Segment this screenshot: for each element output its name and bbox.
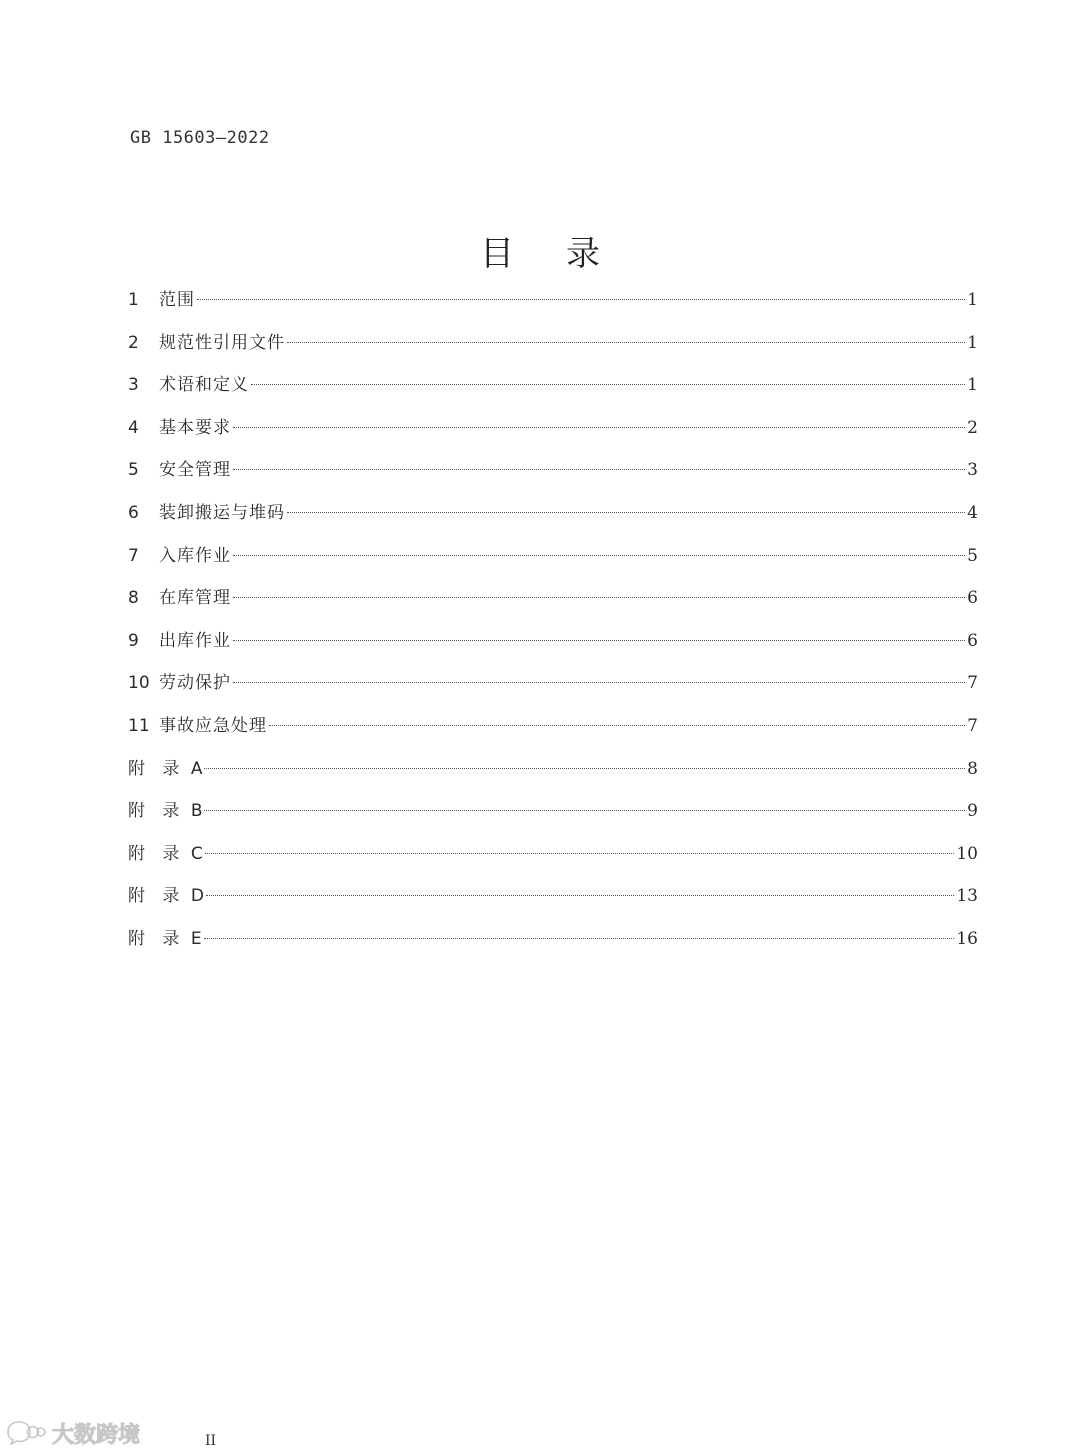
- watermark-text: 大数跨境: [52, 1423, 141, 1448]
- toc-appendix-label: [128, 875, 204, 918]
- toc-entry-appendix-b[interactable]: [128, 790, 978, 833]
- toc-leader-dots: [233, 682, 965, 683]
- toc-entry-label: 基本要求: [159, 417, 231, 438]
- toc-entry-page: 10: [956, 843, 978, 864]
- toc-entry-appendix-c[interactable]: [128, 833, 978, 876]
- appendix-word: 附 录: [128, 758, 186, 779]
- toc-entry-number: 7: [128, 545, 139, 566]
- appendix-letter: D: [190, 886, 204, 907]
- toc-entry-emergency-handling[interactable]: [128, 705, 978, 748]
- toc-entry-number: 4: [128, 417, 139, 438]
- toc-entry-number: 3: [128, 375, 139, 396]
- toc-entry-page: 7: [967, 715, 978, 736]
- toc-entry-number: 10: [128, 673, 150, 694]
- toc-entry-label: 规范性引用文件: [159, 332, 285, 353]
- toc-entry-label: 术语和定义: [159, 375, 249, 396]
- toc-entry-number: 9: [128, 630, 139, 651]
- table-of-contents: [128, 279, 978, 961]
- toc-leader-dots: [269, 725, 965, 726]
- toc-leader-dots: [233, 597, 965, 598]
- toc-entry-page: 6: [967, 630, 978, 651]
- toc-entry-page: 5: [967, 545, 978, 566]
- toc-appendix-label: [128, 833, 203, 876]
- toc-entry-page: 1: [967, 375, 978, 396]
- toc-entry-normative-references[interactable]: [128, 322, 978, 365]
- toc-entry-inbound-operation[interactable]: [128, 535, 978, 578]
- toc-entry-page: 9: [967, 801, 978, 822]
- toc-entry-terms-definitions[interactable]: [128, 364, 978, 407]
- toc-entry-label: 范围: [159, 290, 195, 310]
- toc-leader-dots: [233, 427, 965, 428]
- chat-bubble-logo-icon: [6, 1419, 46, 1449]
- toc-appendix-label: [128, 748, 202, 791]
- toc-entry-number: 8: [128, 588, 139, 609]
- toc-title: [0, 226, 1080, 275]
- toc-entry-number: 2: [128, 332, 139, 353]
- standard-code: GB 15603—2022: [130, 128, 270, 148]
- appendix-word: 附 录: [128, 843, 186, 864]
- toc-entry-appendix-d[interactable]: [128, 875, 978, 918]
- toc-entry-label: 入库作业: [159, 545, 231, 566]
- toc-entry-basic-requirements[interactable]: [128, 407, 978, 450]
- toc-entry-page: 6: [967, 588, 978, 609]
- toc-entry-label: 装卸搬运与堆码: [159, 502, 285, 523]
- appendix-letter: B: [190, 801, 203, 822]
- toc-entry-number: 11: [128, 715, 150, 736]
- toc-leader-dots: [204, 810, 965, 811]
- toc-leader-dots: [233, 640, 965, 641]
- toc-entry-page: 4: [967, 502, 978, 523]
- toc-entry-number: 1: [128, 290, 139, 310]
- toc-entry-in-storage-management[interactable]: [128, 577, 978, 620]
- watermark: [6, 1418, 140, 1449]
- toc-entry-handling-stacking[interactable]: [128, 492, 978, 535]
- toc-entry-appendix-a[interactable]: [128, 748, 978, 791]
- toc-leader-dots: [205, 853, 955, 854]
- toc-leader-dots: [204, 938, 955, 939]
- toc-entry-page: 7: [967, 673, 978, 694]
- toc-leader-dots: [233, 469, 965, 470]
- toc-entry-scope[interactable]: [128, 279, 978, 322]
- appendix-word: 附 录: [128, 801, 186, 822]
- toc-entry-page: 13: [956, 886, 978, 907]
- appendix-letter: C: [190, 843, 203, 864]
- toc-entry-number: 6: [128, 502, 139, 523]
- toc-entry-appendix-e[interactable]: [128, 918, 978, 961]
- toc-entry-label: 劳动保护: [159, 673, 231, 694]
- toc-entry-page: 16: [956, 928, 978, 949]
- appendix-letter: E: [190, 928, 202, 949]
- toc-entry-page: 1: [967, 332, 978, 353]
- page-number: II: [205, 1433, 217, 1449]
- toc-entry-label: 在库管理: [159, 588, 231, 609]
- toc-entry-number: 5: [128, 460, 139, 481]
- toc-entry-page: 2: [967, 417, 978, 438]
- appendix-letter: A: [190, 758, 203, 779]
- toc-leader-dots: [197, 299, 965, 300]
- appendix-word: 附 录: [128, 886, 186, 907]
- toc-appendix-label: [128, 790, 202, 833]
- toc-leader-dots: [206, 895, 954, 896]
- toc-leader-dots: [287, 512, 965, 513]
- toc-entry-label: 安全管理: [159, 460, 231, 481]
- toc-entry-label: 出库作业: [159, 630, 231, 651]
- toc-title-char: 目: [480, 234, 514, 274]
- appendix-word: 附 录: [128, 928, 186, 949]
- toc-entry-page: 8: [967, 758, 978, 779]
- toc-entry-label: 事故应急处理: [159, 715, 267, 736]
- toc-leader-dots: [204, 768, 965, 769]
- toc-leader-dots: [233, 555, 965, 556]
- toc-leader-dots: [251, 384, 965, 385]
- toc-title-char: 录: [566, 234, 600, 274]
- toc-appendix-label: [128, 918, 202, 961]
- toc-entry-labor-protection[interactable]: [128, 662, 978, 705]
- toc-leader-dots: [287, 342, 965, 343]
- toc-entry-safety-management[interactable]: [128, 449, 978, 492]
- toc-entry-page: 1: [967, 290, 978, 310]
- toc-entry-outbound-operation[interactable]: [128, 620, 978, 663]
- toc-entry-page: 3: [967, 460, 978, 481]
